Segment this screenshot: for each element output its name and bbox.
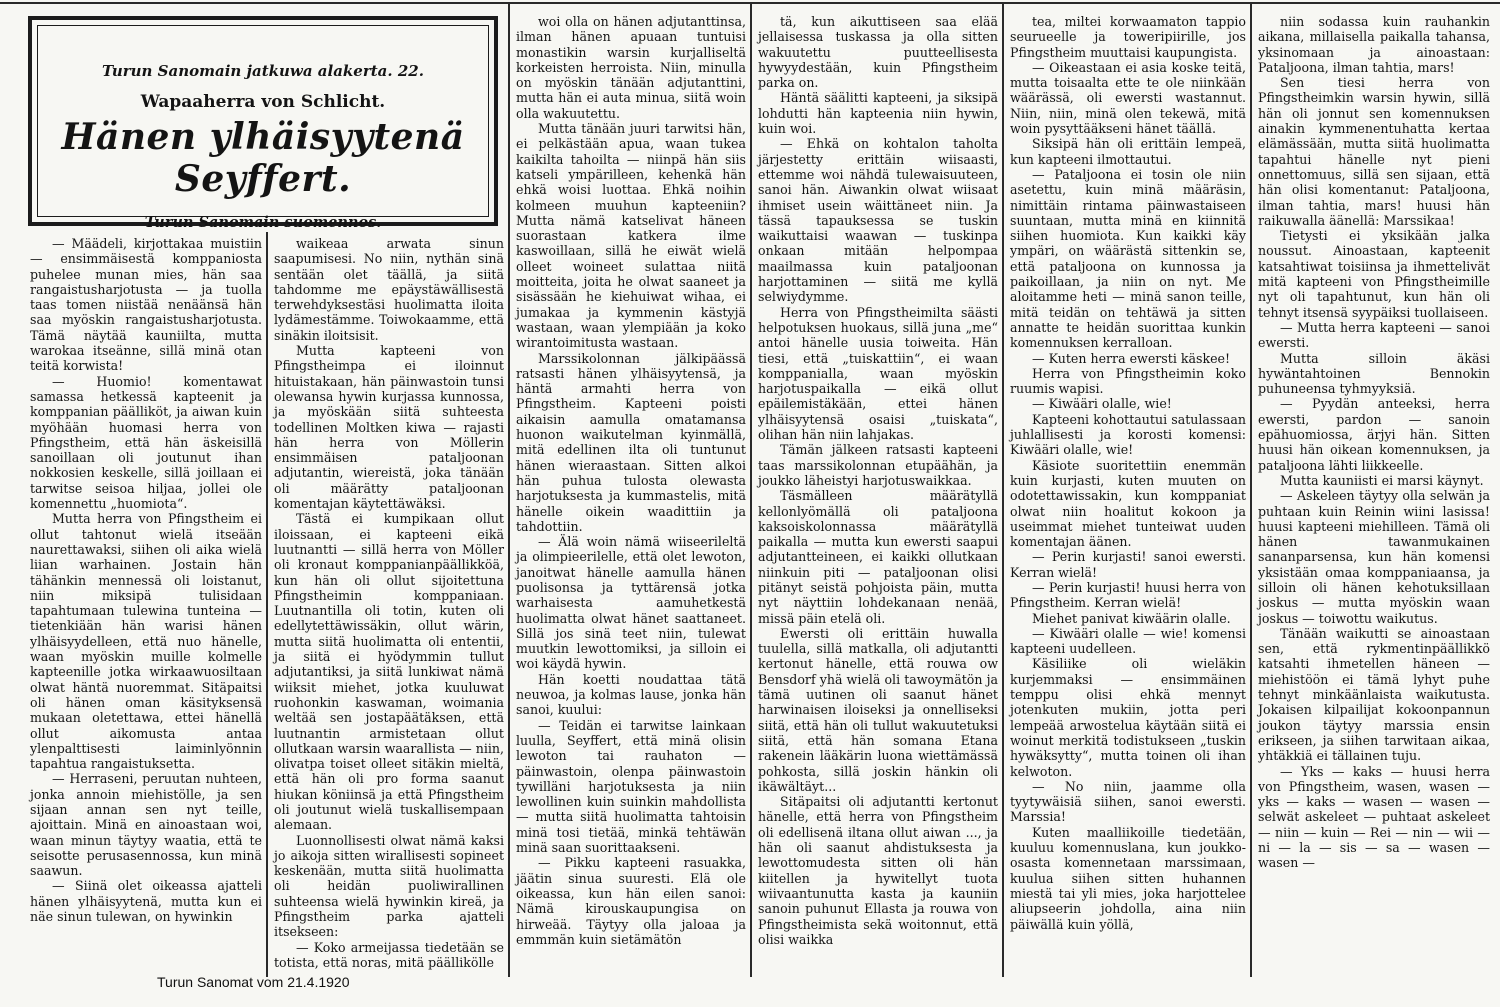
paragraph: Täsmälleen määrätyllä kellonlyömällä oli pataljoona kaksoiskolonnassa määrätyllä paikalla — mutta kun ewersti saapui adjutantteineen, ei kaikki ollutkaan niinkuin piti — pataljoonan olisi pitänyt seistä pohjoista päin, mutta nyt näyttiin lohdekanaan nenää, missä päin etelä oli. [758, 488, 998, 626]
paragraph: woi olla on hänen adjutanttinsa, ilman hänen apuaan tuntuisi monastikin warsin kurjalliseltä korkeisten herroista. Niin, minulla on myöskin tänään adjutanttini, mutta hän ei auta minua, siitä woin olla wakuutettu. [516, 14, 746, 121]
paragraph: Käsiliike oli wieläkin kurjemmaksi — ensimmäinen temppu olisi ehkä mennyt jotenkuten mukiin, jotta peri lempeää arwostelua käytään siitä ei woinut merkitä todistukseen „tuskin hywäksytty“, mutta toinen oli ihan kelwoton. [1010, 656, 1246, 779]
column-rule [1250, 4, 1252, 977]
paragraph: — Kiwääri olalle — wie! komensi kapteeni uudelleen. [1010, 625, 1246, 657]
paragraph: — Yks — kaks — huusi herra von Pfingstheim, wasen, wasen — yks — kaks — wasen — wasen — selwät askeleet — puhtaat askeleet — niin — kuin — Rei — nin — wii — ni — la — sis — sa — wasen — wasen — [1258, 763, 1490, 871]
paragraph: — Määdeli, kirjottakaa muistiin — ensimmäisestä komppaniosta puhelee munan mies, hän saa rangaistusharjotusta — ja tuolla taas tomen niistää nenäänsä hän saa myöskin rangaistusharjotusta. Tämä näytää kauniilta, mutta warokaa itseänne, sillä minä otan teitä korwista! [30, 236, 262, 374]
column-rule [508, 4, 510, 977]
column-rule [266, 232, 268, 977]
paragraph: — Pikku kapteeni rasuakka, jäätin sinua suuresti. Elä ole oikeassa, kun hän eilen sanoi: Nämä kirouskaupungisa on hirweää. Täytyy olla jaloaa ja emmmän kuin sietämätön [516, 855, 746, 947]
column-rule [1002, 4, 1004, 977]
paragraph: Tämän jälkeen ratsasti kapteeni taas marssikolonnan etupäähän, ja joukko läheistyi harjotuswaikkaa. [758, 442, 998, 488]
text-column-3 [516, 14, 746, 959]
author-line: Wapaaherra von Schlicht. [140, 92, 386, 112]
paragraph: Häntä säälitti kapteeni, ja siksipä lohdutti hän kapteenia niin hywin, kuin woi. [758, 90, 998, 137]
paragraph: — Perin kurjasti! huusi herra von Pfingstheim. Kerran wielä! [1010, 579, 1246, 611]
paragraph: — Perin kurjasti! sanoi ewersti. Kerran wielä! [1010, 549, 1246, 580]
paragraph: — Pyydän anteeksi, herra ewersti, pardon — sanoin epähuomiossa, ärjyi hän. Sitten huusi hän oikean komennuksen, ja pataljoona lähti liikkeelle. [1258, 396, 1490, 473]
paragraph: Kapteeni kohottautui satulassaan juhlallisesti ja korosti komensi: Kiwääri olalle, wie! [1010, 411, 1246, 458]
translation-line: Turun Sanomain suomennos. [144, 214, 382, 231]
paragraph: — Koko armeijassa tiedetään se totista, että noras, mitä päällikölle [274, 939, 504, 970]
paragraph: Kuten maalliikoille tiedetään, kuuluu komennuslana, kun joukko-osasta komennetaan marssimaan, kuulua siihen sitten huhannen miestä tai yli mies, joka harjottelee aliupseerin johdolla, aina niin päiwällä kuin yöllä, [1010, 824, 1246, 932]
paragraph: Sen tiesi herra von Pfingstheimkin warsin hywin, sillä hän oli jonnut sen komennuksen ainakin kymmenentuhatta kertaa elämässään, mutta siitä huolimatta tapahtui hänelle nyt pieni onnettomuus, sillä sen sijaan, että hän olisi komentanut: Pataljoona, ilman tahtia, mars! huusi hän raikuwalla äänellä: Marssikaa! [1258, 75, 1490, 228]
paragraph: Mutta kapteeni von Pfingstheimpa ei iloinnut hituistakaan, hän päinwastoin tunsi olewansa hywin kurjassa kunnossa, ja myöskään siitä suhteesta todellinen Moltken kiwa — rajasti hän herra von Möllerin ensimmäisen pataljoonan adjutantin, wiereistä, joka tänään oli määrätty pataljoonan komentajan käytettäwäksi. [274, 343, 504, 512]
paragraph: Tietysti ei yksikään jalka noussut. Ainoastaan, kapteenit katsahtiwat toisiinsa ja ihmettelivät mitä kapteeni von Pfingstheimille nyt oli tapahtunut, kun hän oli tehnyt itsensä syypäiksi tuollaiseen. [1258, 228, 1490, 320]
paragraph: Mutta herra von Pfingstheim ei ollut tahtonut wielä itseään naurettawaksi, siihen oli aika wielä liian warhainen. Jostain hän tähänkin mennessä oli loistanut, niin miksipä tulisidaan tapahtumaan tulewina tunteina — tietenkiään hän warisi hänen ylhäisyydelleen, että nuo hänelle, waan myöskin muille kolmelle kapteenille jotka wirkaawuosiltaan olwat häntä nuoremmat. Sitäpaitsi oli hänen oman käsityksensä mukaan oletettawa, ettei hänellä ollut aikomusta antaa ylenpalttisesti laiminlyönnin tapahtua rangaistuksetta. [30, 511, 262, 772]
paragraph: — Teidän ei tarwitse lainkaan luulla, Seyffert, että minä olisin lewoton tai rauhaton — päinwastoin, olenpa päinwastoin tywilläni harjotuksesta ja niin lewollinen kuin suinkin mahdollista — mutta siitä huolimatta tahtoisin minä tosi tietää, minkä tehtäwän minä saan suorittaakseni. [516, 717, 746, 856]
paragraph: Tästä ei kumpikaan ollut iloissaan, ei kapteeni eikä luutnantti — sillä herra von Möller oli kronaut komppanianpäällikköä, kun hän oli ollut sijoitettuna Pfingstheimin komppaniaan. Luutnantilla oli totin, kuten oli edellytettäwissäkin, ollut wärin, mutta siitä huolimatta oli ententii, ja siitä ei hyödymmin tullut adjutantiksi, ja siitä lunkiwat nämä wiiksit miehet, jotka kuuluwat ruohonkin kaswaman, woimania weltää sen jostapäätäksen, että luutnantin armistetaan ollut ollutkaan warsin waarallista — niin, olivatpa toiset olleet sitäkin mieltä, että hän oli pro forma saanut hiukan köniinsä ja että Pfingstheim oli joutunut wielä tuskallisempaan alemaan. [274, 511, 504, 833]
paragraph: Hän koetti noudattaa tätä neuwoa, ja kolmas lause, jonka hän sanoi, kuului: [516, 671, 746, 718]
paragraph: — Herraseni, peruutan nuhteen, jonka annoin miehistölle, ja sen sijaan annan sen nyt teille, ajoittain. Minä en ainoastaan woi, waan minun täytyy waatia, että te seisotte perusasennossa, kun minä saawun. [30, 771, 262, 879]
paragraph: Herra von Pfingstheimilta säästi helpotuksen huokaus, sillä juna „me“ antoi hänelle uusia toiweita. Hän tiesi, että „tuiskattiin“, ei waan komppanialla, waan myöskin harjotuspaikalla — eikä ollut epäilemistäkään, ettei hänen ylhäisyytensä osaisi „tuiskata“, olihan hän niin lahjakas. [758, 304, 998, 443]
paragraph: Mutta silloin äkäsi hywäntahtoinen Bennokin puhuneensa tyhmyyksiä. [1258, 350, 1490, 397]
paragraph: — Oikeastaan ei asia koske teitä, mutta toisaalta ette te ole niinkään wäärässä, oli ewersti wastannut. Niin, niin, minä olen tekewä, mitä woin pysyttääkseni hänet täällä. [1010, 59, 1246, 137]
text-column-2 [274, 236, 504, 970]
paragraph: Käsiote suoritettiin enemmän kuin kurjasti, kuten muuten on odotettawissakin, kun komppaniat olwat niin hoalitut kokoon ja useimmat miehet tunteiwat uuden komentajan äänen. [1010, 457, 1246, 550]
text-column-1 [30, 236, 262, 956]
paragraph: Siksipä hän oli erittäin lempeä, kun kapteeni ilmottautui. [1010, 136, 1246, 167]
paragraph: tä, kun aikuttiseen saa elää jellaisessa tuskassa ja olla sitten wakuutettu puutteellisesta hywyydestään, kuin Pfingstheim parka on. [758, 14, 998, 91]
column-rule [750, 4, 752, 977]
paragraph: — No niin, jaamme olla tyytywäisiä siihen, sanoi ewersti. Marssia! [1010, 778, 1246, 825]
paragraph: — Kiwääri olalle, wie! [1032, 396, 1172, 412]
text-column-4 [758, 14, 998, 959]
paragraph: — Ehkä on kohtalon taholta järjestetty erittäin wiisaasti, ettemme woi nähdä tulewaisuuteen, sanoi hän. Aiwankin olwat wiisaat ihmiset usein wäittäneet niin. Ja tässä tapauksessa se tuskin waikuttaisi waawan — tuskinpa onkaan mitään helpompaa maailmassa kuin pataljoonan harjottaminen — siitä me kyllä selwiydymme. [758, 136, 998, 305]
paragraph: Marssikolonnan jälkipäässä ratsasti hänen ylhäisyytensä, ja häntä armahti herra von Pfingstheim. Kapteeni poisti aikaisin aamulla omatamansa huonon waikutelman kyinmällä, mitä edellinen ilta oli tuntunut hänen wieraastaan. Sitten alkoi hän puhua tulosta olewasta harjotuksesta ja kummastelis, mitä hänelle oikein waadittiin ja tahdottiin. [516, 350, 746, 534]
paragraph: Mutta kauniisti ei marsi käynyt. [1280, 472, 1484, 488]
paragraph: niin sodassa kuin rauhankin aikana, millaisella paikalla tahansa, yksinomaan ja ainoastaan: Pataljoona, ilman tahtia, mars! [1258, 14, 1490, 75]
paragraph: — Älä woin nämä wiiseerileltä ja olimpieerilelle, että olet lewoton, janoitwat hänelle aamulla hänen puolisonsa ja tyttärensä jotka warhaisesta aamuhetkestä huolimatta olwat hänet saattaneet. Sillä jos sinä teet niin, tulewat muutkin lewottomiksi, ja silloin ei woi käydä hywin. [516, 534, 746, 672]
series-line: Turun Sanomain jatkuwa alakerta. 22. [102, 62, 424, 80]
paragraph: — Askeleen täytyy olla selwän ja puhtaan kuin Reinin wiini lasissa! huusi kapteeni miehilleen. Tämä oli hänen tawanmukainen sananparsensa, kun hän komensi yksistään omaa komppaniaansa, ja silloin oli hänen kehotuksillaan joskus — mutta myöskin waan joskus — toiwottu waikutus. [1258, 488, 1490, 626]
source-caption: Turun Sanomat vom 21.4.1920 [157, 974, 350, 990]
paragraph: waikeaa arwata sinun saapumisesi. No niin, nythän sinä sentään olet täällä, ja siitä tahdomme me epäystäwällisestä terwehdyksestäsi huolimatta iloita lydämestämme. Toiwokaamme, että sinäkin iloitsisit. [274, 236, 504, 343]
feuilleton-header [28, 16, 498, 231]
paragraph: — Mutta herra kapteeni — sanoi ewersti. [1258, 319, 1490, 351]
paragraph: Sitäpaitsi oli adjutantti kertonut hänelle, että herra von Pfingstheim oli edellisenä iltana ollut aiwan ..., ja hän oli saanut ahdistuksesta ja lewottomudesta sitten oli hän kiitellen ja hywitellyt tuota wiivaantunutta kasta ja kauniin sanoin puhunut Ellasta ja rouwa von Pfingstheimista sekä woitonnut, että olisi waikka [758, 794, 998, 947]
paragraph: — Huomio! komentawat samassa hetkessä kapteenit ja komppanian päälliköt, ja aiwan kuin myöhään huomasi herra von Pfingstheim, että hän äskeisillä sanoillaan oli joutunut ihan nokkosien keskelle, sillä joillaan ei tarwitse seisoa hiljaa, jollei ole komennettu „huomiota“. [30, 373, 262, 512]
paragraph: Luonnollisesti olwat nämä kaksi jo aikoja sitten wirallisesti sopineet keskenään, mutta siitä huolimatta oli heidän puoliwirallinen suhteensa wielä hywinkin kireä, ja Pfingstheim parka ajatteli itsekseen: [274, 832, 504, 940]
novel-title: Hänen ylhäisyytenä Seyffert. [61, 116, 465, 200]
paragraph: — Siinä olet oikeassa ajatteli hänen ylhäisyytenä, mutta kun ei näe sinun tulewan, on hywinkin [30, 878, 262, 925]
text-column-6 [1258, 14, 1490, 959]
paragraph: — Kuten herra ewersti käskee! [1032, 350, 1231, 366]
paragraph: — Pataljoona ei tosin ole niin asetettu, kuin minä määräsin, nimittäin rintama päinwastaiseen suuntaan, mutta minä en kiinnitä siihen huomiota. Kun kaikki käy ympäri, on wäärästä sittenkin se, että pataljoona on kunnossa ja paikoillaan, ja niin on nyt. Me aloitamme heti — minä sanon teille, mitä teidän on tehtäwä ja sitten annatte te heidän suorittaa kunkin komennuksen kerralloan. [1010, 166, 1246, 351]
paragraph: Ewersti oli erittäin huwalla tuulella, sillä matkalla, oli adjutantti kertonut hänelle, että rouwa ow Bensdorf yhä wielä oli tawoymätön ja tämä uutinen oli saanut hänet harwinaisen iloiseksi ja onnelliseksi siitä, että hän oli tullut wakuutetuksi siitä, että hän somana Etana rakenein lääkärin luona wiettämässä pohkosta, sillä joskin hänkin oli ikäwältäyt... [758, 625, 998, 794]
paragraph: Herra von Pfingstheimin koko ruumis wapisi. [1010, 365, 1246, 397]
text-column-5 [1010, 14, 1246, 959]
paragraph: Miehet panivat kiwäärin olalle. [1032, 610, 1231, 626]
paragraph: Tänään waikutti se ainoastaan sen, että rykmentinpäällikkö katsahti ihmetellen häneen — miehistöön ei tämä lyhyt puhe tehnyt minkäänlaista waikutusta. Jokaisen kilpailijat kokoonpannun joukon täytyy marssia ensin erikseen, ja siihen tarwitaan aikaa, yhtäkkiä ei tällainen tuju. [1258, 625, 1490, 764]
paragraph: tea, miltei korwaamaton tappio seurueelle ja toweripiirille, jos Pfingstheim muuttaisi kaupungista. [1010, 14, 1246, 60]
paragraph: Mutta tänään juuri tarwitsi hän, ei pelkästään apua, waan tukea kaikilta tahoilta — niinpä hän siis katseli ympärilleen, kehenkä hän ehkä woisi luottaa. Ehkä noihin kolmeen muuhun kapteeniin? Mutta nämä katselivat häneen suorastaan katkera ilme kaswoillaan, sillä he eiwät wielä olleet woineet sulattaa niitä moitteita, joita he olwat saaneet ja sisässään he kiehuiwat wihaa, ei jumakaa ja kymmenin kästyjä wastaan, waan ylempiään ja koko wirantoimitusta wastaan. [516, 121, 746, 351]
